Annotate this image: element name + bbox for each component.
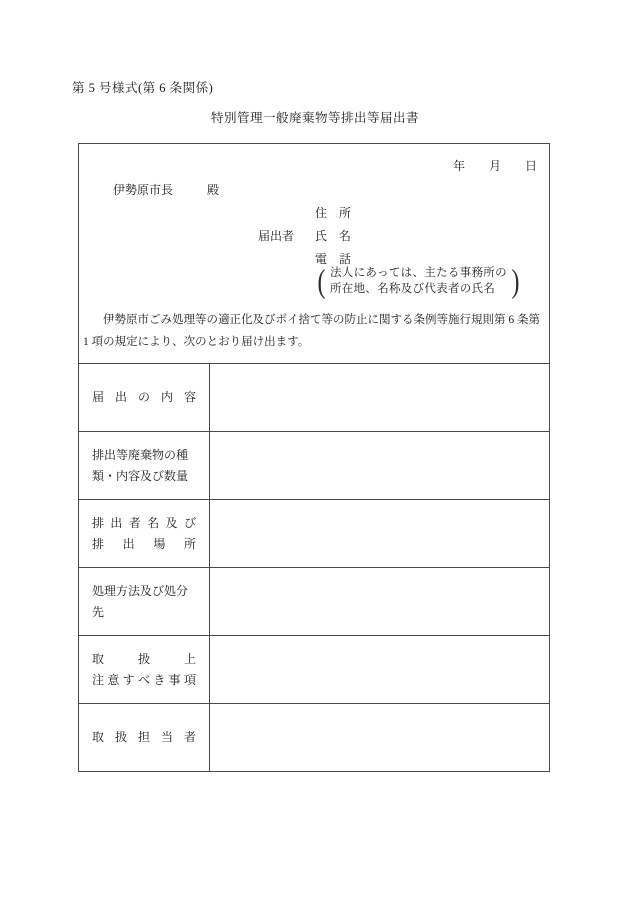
date-line: 年 月 日 [452,159,537,173]
table-row [79,568,549,636]
row-label-line: 注 意 す べ き 事 項 [92,672,196,687]
row-label-line: 排 出 場 所 [92,536,196,551]
row-label-line: 処理方法及び処分先 [92,583,189,619]
form-border-box [78,143,550,772]
address-label: 住 所 [315,206,352,220]
close-paren: ) [511,263,520,300]
row-label-line: 排出等廃棄物の種 [92,447,189,462]
note-line-1: 法人にあっては、主たる事務所の [330,267,507,279]
open-paren: ( [317,263,326,300]
phone-label: 電 話 [315,252,352,266]
row-value-cell [210,704,549,771]
row-value-cell [210,432,549,499]
addressee-line [113,182,549,198]
table-row [79,432,549,500]
declaration-line-2: 1 項の規定により、次のとおり届け出ます。 [83,335,310,348]
table-row [79,364,549,432]
name-label: 氏 名 [315,229,352,243]
table-row [79,636,549,704]
note-line-2: 所在地、名称及び代表者の氏名 [330,282,496,295]
row-value-cell [210,500,549,567]
row-value-cell [210,568,549,635]
row-label-line: 取 扱 担 当 者 [92,730,196,744]
row-label-cell [79,432,210,499]
row-label-line: 取 扱 上 [92,651,196,666]
honorific: 殿 [207,183,220,197]
note-text [330,266,507,297]
row-label-cell [79,500,210,567]
corporation-note [316,265,549,298]
row-label-cell [79,364,210,431]
applicant-role-label: 届出者 [258,229,295,243]
applicant-address-row [258,202,549,225]
declaration-line-1: 伊勢原市ごみ処理等の適正化及びポイ捨て等の防止に関する条例等施行規則第 6 条第 [103,314,540,326]
row-label-cell [79,704,210,771]
form-code: 第 5 号様式(第 6 条関係) [72,81,214,95]
row-value-cell [210,364,549,431]
applicant-block [258,202,549,298]
table-row [79,500,549,568]
row-label-line: 類・内容及び数量 [92,468,189,483]
row-label-cell [79,568,210,635]
addressee-name: 伊勢原市長 [113,183,174,197]
row-label-line: 届 出 の 内 容 [92,390,196,404]
row-label-line: 排 出 者 名 及 び [92,515,196,530]
document-title: 特別管理一般廃棄物等排出等届出書 [210,111,419,125]
row-value-cell [210,636,549,703]
declaration-paragraph [79,310,549,353]
row-label-cell [79,636,210,703]
table-row [79,704,549,771]
form-table [79,363,549,771]
applicant-name-row [258,225,549,248]
